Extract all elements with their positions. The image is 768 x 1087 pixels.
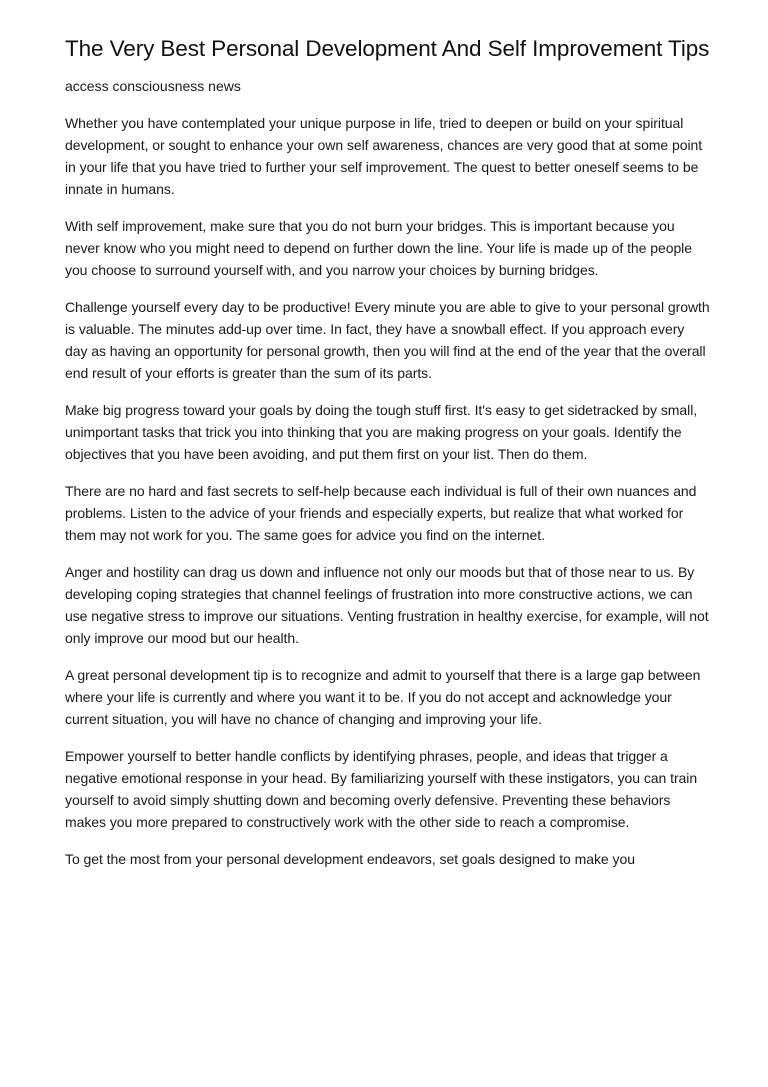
paragraph-4: Make big progress toward your goals by doing the tough stuff first. It's easy to get sidetracked by small, unimportant tasks that trick you into thinking that you are making progress on your goals. Identify the objectives that you have been avoiding, and put them first on your list. Then do them. bbox=[65, 402, 698, 462]
paragraph-5: There are no hard and fast secrets to self-help because each individual is full of their own nuances and problems. Listen to the advice of your friends and especially experts, but realize that what worked for them may not work for you. The same goes for advice you find on the internet. bbox=[65, 483, 697, 543]
paragraph-1: Whether you have contemplated your unique purpose in life, tried to deepen or build on your spiritual development, or sought to enhance your own self awareness, chances are very good that at some point in your life that you have tried to further your self improvement. The quest to better oneself seems to be innate in humans. bbox=[65, 115, 703, 197]
paragraph-7: A great personal development tip is to recognize and admit to yourself that there is a large gap between where your life is currently and where you want it to be. If you do not accept and acknowledge your current situation, you will have no chance of changing and improving your life. bbox=[65, 667, 701, 727]
document-title: The Very Best Personal Development And Self Improvement Tips bbox=[65, 36, 710, 61]
paragraph-3: Challenge yourself every day to be productive! Every minute you are able to give to your personal growth is valuable. The minutes add-up over time. In fact, they have a snowball effect. If you approach every day as having an opportunity for personal growth, then you will find at the end of the year that the overall end result of your efforts is greater than the sum of its parts. bbox=[65, 299, 710, 381]
document-page bbox=[65, 38, 710, 870]
paragraph-2: With self improvement, make sure that you do not burn your bridges. This is important because you never know who you might need to depend on further down the line. Your life is made up of the people you choose to surround yourself with, and you narrow your choices by burning bridges. bbox=[65, 218, 692, 278]
paragraph-6: Anger and hostility can drag us down and influence not only our moods but that of those near to us. By developing coping strategies that channel feelings of frustration into more constructive actions, we can use negative stress to improve our situations. Venting frustration in healthy exercise, for example, will not only improve our mood but our health. bbox=[65, 564, 709, 646]
document-subtitle: access consciousness news bbox=[65, 78, 241, 94]
paragraph-8: Empower yourself to better handle conflicts by identifying phrases, people, and ideas that trigger a negative emotional response in your head. By familiarizing yourself with these instigators, you can train yourself to avoid simply shutting down and becoming overly defensive. Preventing these behaviors makes you more prepared to constructively work with the other side to reach a compromise. bbox=[65, 748, 698, 830]
paragraph-9: To get the most from your personal development endeavors, set goals designed to make you bbox=[65, 851, 635, 867]
